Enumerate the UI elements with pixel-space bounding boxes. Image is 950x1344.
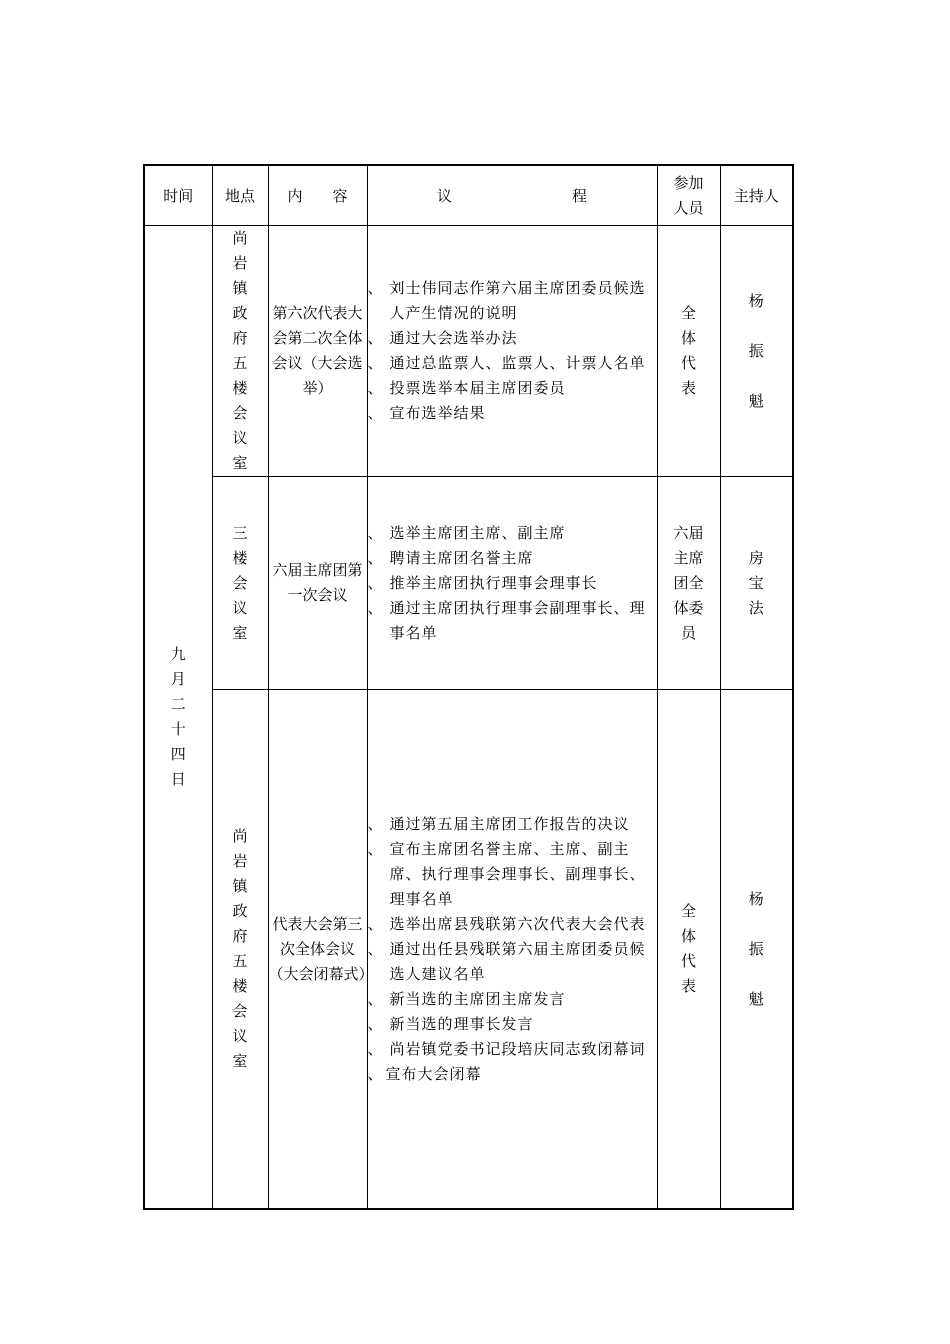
place-cell	[212, 226, 268, 477]
place-text: 尚岩镇政府五楼会议室	[232, 229, 248, 472]
table-row	[144, 477, 793, 690]
host-text: 杨振魁	[748, 890, 764, 1008]
content-cell: 代表大会第三次全体会议（大会闭幕式）	[268, 690, 367, 1210]
header-participants: 参加人员	[657, 165, 720, 226]
participants-text: 六届主席团全体委员	[673, 523, 704, 642]
place-cell	[212, 477, 268, 690]
agenda-list	[368, 812, 657, 1087]
header-agenda: 议 程	[367, 165, 657, 226]
agenda-item: 、 通过第五届主席团工作报告的决议	[368, 812, 657, 837]
content-cell: 六届主席团第一次会议	[268, 477, 367, 690]
agenda-item: 、 宣布大会闭幕	[368, 1062, 657, 1087]
participants-text: 全体代表	[680, 304, 696, 397]
agenda-cell	[367, 226, 657, 477]
place-cell	[212, 690, 268, 1210]
participants-text: 全体代表	[680, 902, 696, 995]
schedule-table	[143, 164, 794, 1210]
agenda-item: 、 推举主席团执行理事会理事长	[368, 571, 657, 596]
host-text: 杨振魁	[748, 292, 764, 410]
agenda-item: 、 聘请主席团名誉主席	[368, 546, 657, 571]
agenda-item: 、 通过大会选举办法	[368, 326, 657, 351]
agenda-item: 、 新当选的主席团主席发言	[368, 987, 657, 1012]
header-content: 内 容	[268, 165, 367, 226]
agenda-item: 、 通过总监票人、监票人、计票人名单	[368, 351, 657, 376]
agenda-item: 、 新当选的理事长发言	[368, 1012, 657, 1037]
host-cell	[720, 477, 793, 690]
header-time: 时间	[144, 165, 212, 226]
participants-cell	[657, 226, 720, 477]
host-cell	[720, 226, 793, 477]
agenda-item: 、 选举出席县残联第六次代表大会代表	[368, 912, 657, 937]
agenda-item: 、 尚岩镇党委书记段培庆同志致闭幕词	[368, 1037, 657, 1062]
place-text: 三楼会议室	[232, 523, 248, 642]
participants-cell	[657, 477, 720, 690]
agenda-item: 、 宣布主席团名誉主席、主席、副主席、执行理事会理事长、副理事长、理事名单	[368, 837, 657, 912]
agenda-item: 、 投票选举本届主席团委员	[368, 376, 657, 401]
header-place: 地点	[212, 165, 268, 226]
header-host: 主持人	[720, 165, 793, 226]
date-text: 九月二十四日	[170, 645, 186, 788]
participants-cell	[657, 690, 720, 1210]
date-cell	[144, 226, 212, 1210]
agenda-item: 、 刘士伟同志作第六届主席团委员候选人产生情况的说明	[368, 276, 657, 326]
host-cell	[720, 690, 793, 1210]
header-row	[144, 165, 793, 226]
agenda-item: 、 通过出任县残联第六届主席团委员候选人建议名单	[368, 937, 657, 987]
agenda-cell	[367, 477, 657, 690]
agenda-list	[368, 521, 657, 646]
host-text: 房宝法	[748, 548, 764, 617]
agenda-item: 、 宣布选举结果	[368, 401, 657, 426]
agenda-item: 、 选举主席团主席、副主席	[368, 521, 657, 546]
agenda-cell	[367, 690, 657, 1210]
table-row	[144, 690, 793, 1210]
table-row	[144, 226, 793, 477]
agenda-item: 、 通过主席团执行理事会副理事长、理事名单	[368, 596, 657, 646]
place-text: 尚岩镇政府五楼会议室	[232, 827, 248, 1070]
content-cell: 第六次代表大会第二次全体会议（大会选举）	[268, 226, 367, 477]
agenda-list	[368, 276, 657, 426]
